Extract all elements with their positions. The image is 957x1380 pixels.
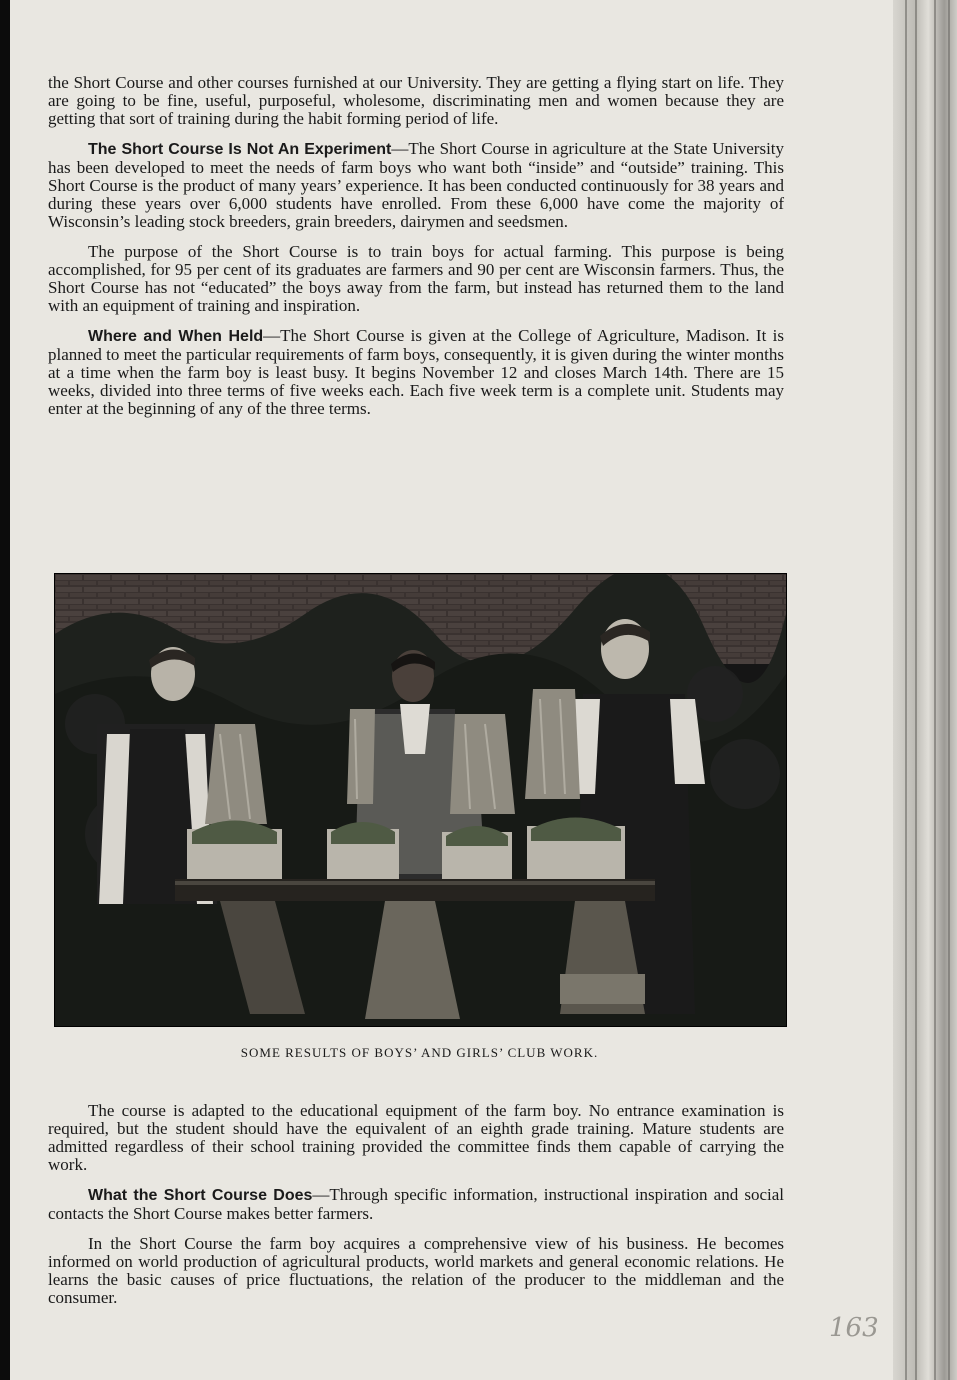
- page-number: 163: [829, 1313, 879, 1343]
- photo-illustration: [55, 574, 786, 1026]
- club-work-photo: [54, 573, 787, 1027]
- paragraph-2: [48, 140, 784, 231]
- paragraph-7: [48, 1235, 784, 1307]
- paragraph-text: —The Short Course is given at the College of Agriculture, Madison. It is planned to meet the particular requirements of farm boys, consequently, it is given during the winter months at a time when the farm boy is least busy. It begins November 12 and closes March 14th. There are 15 weeks, divided into three terms of five weeks each. Each five week term is a complete unit. Students may enter at the beginning of any of the three terms.: [48, 326, 784, 418]
- body-text-bottom: [48, 1102, 784, 1307]
- paragraph-text: —Through specific information, instructional inspiration and social contacts the Short Course makes better farmers.: [48, 1185, 785, 1223]
- paragraph-1: [48, 74, 784, 128]
- paragraph-6: [48, 1186, 784, 1223]
- paragraph-5: [48, 1102, 784, 1174]
- paragraph-text: the Short Course and other courses furnished at our University. They are getting a flying start on life. They are going to be fine, useful, purposeful, wholesome, discriminating men and women because they are getting that sort of training during the habit forming period of life.: [48, 73, 784, 128]
- paragraph-heading: Where and When Held: [88, 328, 264, 345]
- paragraph-heading: What the Short Course Does: [88, 1187, 313, 1204]
- paragraph-4: [48, 327, 784, 418]
- paragraph-text: —The Short Course in agriculture at the State University has been developed to meet the needs of farm boys who want both “inside” and “outside” training. This Short Course is the product of many years’ experience. It has been conducted continuously for 38 years and during these years over 6,000 students have enrolled. From these 6,000 have come the majority of Wisconsin’s leading stock breeders, grain breeders, dairymen and seedsmen.: [48, 139, 785, 231]
- photo-caption: SOME RESULTS OF BOYS’ AND GIRLS’ CLUB WORK.: [240, 1045, 599, 1060]
- paragraph-heading: The Short Course Is Not An Experiment: [88, 141, 392, 158]
- paragraph-text: In the Short Course the farm boy acquires a comprehensive view of his business. He becomes informed on world production of agricultural products, world markets and general economic relations. He learns the basic causes of price fluctuations, the relation of the producer to the middleman and the consumer.: [48, 1234, 784, 1307]
- body-text-top: [48, 74, 784, 418]
- paragraph-3: [48, 243, 784, 315]
- paragraph-text: The course is adapted to the educational equipment of the farm boy. No entrance examination is required, but the student should have the equivalent of an eighth grade training. Mature students are admitted regardless of their school training provided the committee finds them capable of carrying the work.: [48, 1101, 784, 1174]
- paragraph-text: The purpose of the Short Course is to train boys for actual farming. This purpose is being accomplished, for 95 per cent of its graduates are farmers and 90 per cent are Wisconsin farmers. Thus, the Short Course has not “educated” the boys away from the farm, but instead has returned them to the land with an equipment of training and inspiration.: [48, 242, 784, 315]
- book-edge: [893, 0, 957, 1380]
